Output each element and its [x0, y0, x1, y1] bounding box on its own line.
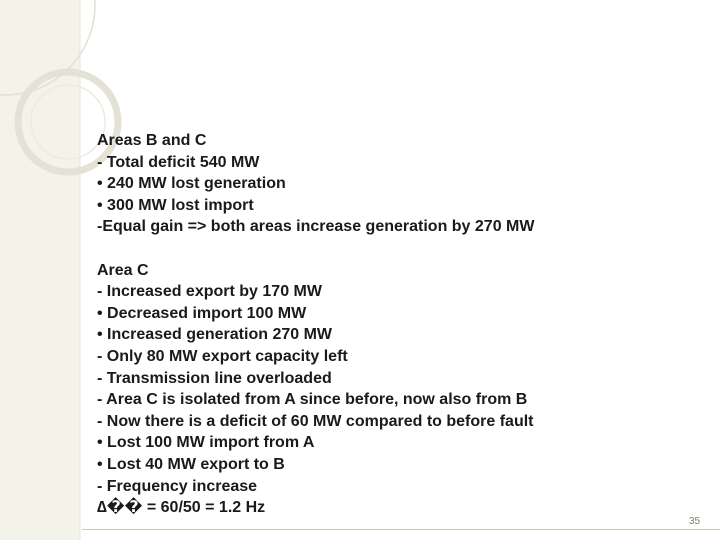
slide-body [97, 130, 697, 519]
page-number: 35 [689, 516, 701, 527]
text-line: - Transmission line overloaded [97, 369, 332, 387]
text-line: - Increased export by 170 MW [97, 283, 322, 301]
frequency-formula: ∆�� = 60/50 = 1.2 Hz [97, 499, 266, 517]
text-line: - Frequency increase [97, 477, 258, 495]
text-line: - Total deficit 540 MW [97, 153, 260, 171]
text-line: Area C [97, 261, 149, 279]
text-line: • 300 MW lost import [97, 196, 254, 214]
text-line: - Only 80 MW export capacity left [97, 347, 348, 365]
text-line: • Decreased import 100 MW [97, 304, 307, 322]
text-line: -Equal gain => both areas increase generation by 270 MW [97, 218, 535, 236]
text-line: • Lost 40 MW export to B [97, 455, 285, 473]
text-line: • Lost 100 MW import from A [97, 434, 315, 452]
areas-b-c-block [97, 130, 697, 238]
area-c-block [97, 260, 697, 519]
paragraph-gap [97, 238, 697, 260]
text-line: Areas B and C [97, 132, 207, 149]
footer-rule [82, 529, 720, 530]
text-line: - Area C is isolated from A since before, now also from B [97, 391, 528, 409]
text-line: • 240 MW lost generation [97, 175, 286, 193]
text-line: - Now there is a deficit of 60 MW compared to before fault [97, 412, 534, 430]
text-line: • Increased generation 270 MW [97, 326, 333, 344]
